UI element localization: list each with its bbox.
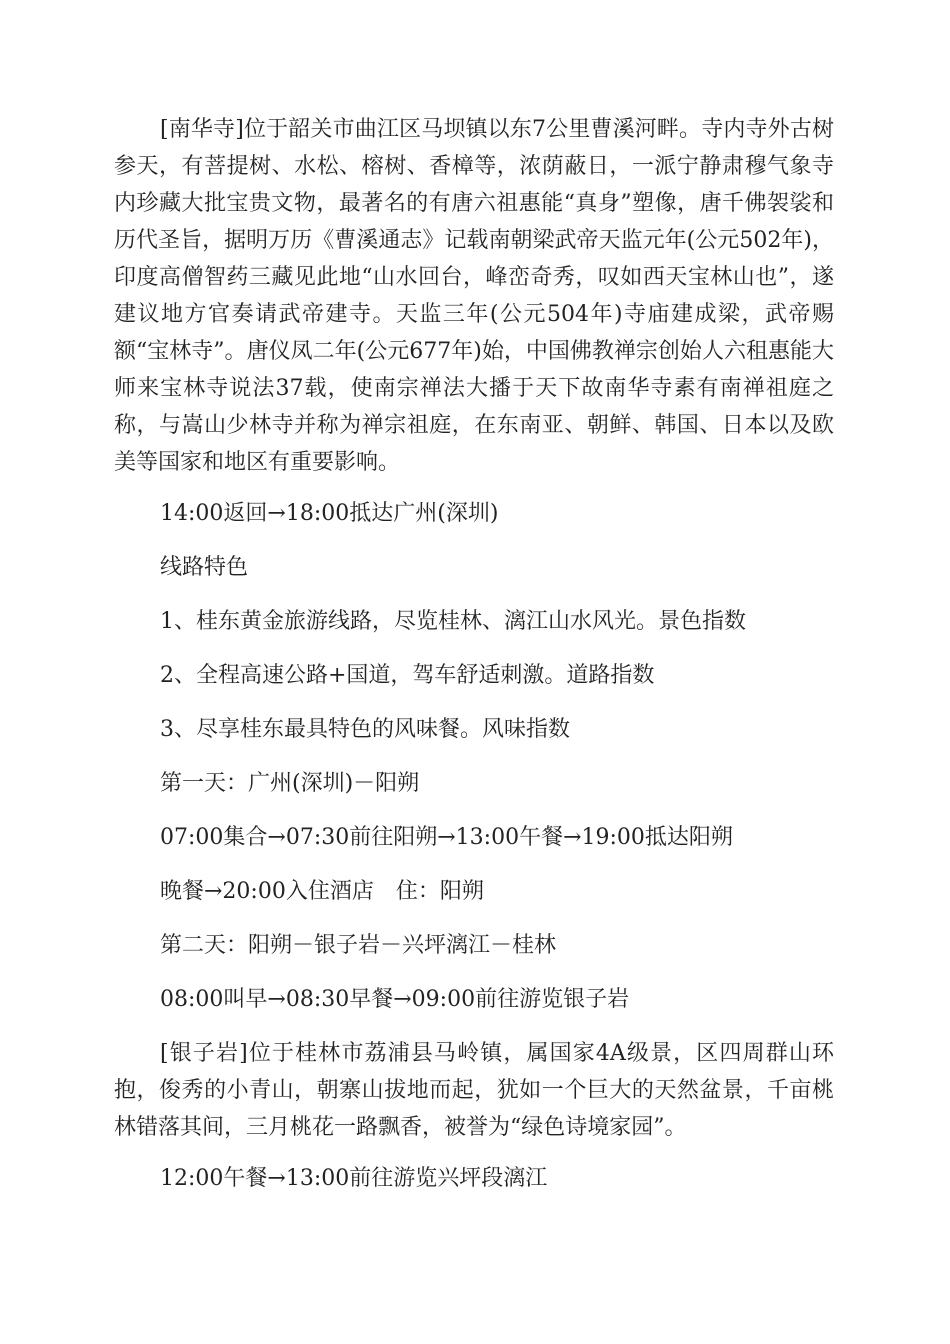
day2-noon: 12:00午餐→13:00前往游览兴坪段漓江 [160,1166,548,1191]
paragraph-nanhua-temple: [南华寺]位于韶关市曲江区马坝镇以东7公里曹溪河畔。寺内寺外古树参天，有菩提树、水松、榕树、香樟等，浓荫蔽日，一派宁静肃穆气象寺内珍藏大批宝贵文物，最著名的有唐六祖惠能“真身”塑像，唐千佛袈裟和历代圣旨，据明万历《曹溪通志》记载南朝梁武帝天监元年(公元502年)，印度高僧智药三藏见此地“山水回台，峰峦奇秀，叹如西天宝林山也”，遂建议地方官奏请武帝建寺。天监三年(公元504年)寺庙建成梁，武帝赐额“宝林寺”。唐仪凤二年(公元677年)始，中国佛教禅宗创始人六租惠能大师来宝林寺说法37载，使南宗禅法大播于天下故南华寺素有南禅祖庭之称，与嵩山少林寺并称为禅宗祖庭，在东南亚、朝鲜、韩国、日本以及欧美等国家和地区有重要影响。 [114,117,834,475]
day1-evening: 晚餐→20:00入住酒店 住：阳朔 [160,879,484,904]
day1-schedule: 07:00集合→07:30前往阳朔→13:00午餐→19:00抵达阳朔 [160,825,733,850]
return-schedule: 14:00返回→18:00抵达广州(深圳) [160,501,499,526]
day2-morning: 08:00叫早→08:30早餐→09:00前往游览银子岩 [160,987,630,1012]
feature-item-2: 2、全程高速公路+国道，驾车舒适刺激。道路指数 [160,663,655,688]
paragraph-yinziyan: [银子岩]位于桂林市荔浦县马岭镇，属国家4A级景，区四周群山环抱，俊秀的小青山，朝寨山拔地而起，犹如一个巨大的天然盆景，千亩桃林错落其间，三月桃花一路飘香，被誉为“绿色诗境家园”。 [114,1041,834,1140]
day2-title: 第二天：阳朔－银子岩－兴坪漓江－桂林 [160,933,557,958]
feature-item-1: 1、桂东黄金旅游线路，尽览桂林、漓江山水风光。景色指数 [160,609,746,634]
day1-title: 第一天：广州(深圳)－阳朔 [160,771,420,796]
document-page [114,111,834,1197]
feature-item-3: 3、尽享桂东最具特色的风味餐。风味指数 [160,717,570,742]
features-heading: 线路特色 [160,555,249,580]
